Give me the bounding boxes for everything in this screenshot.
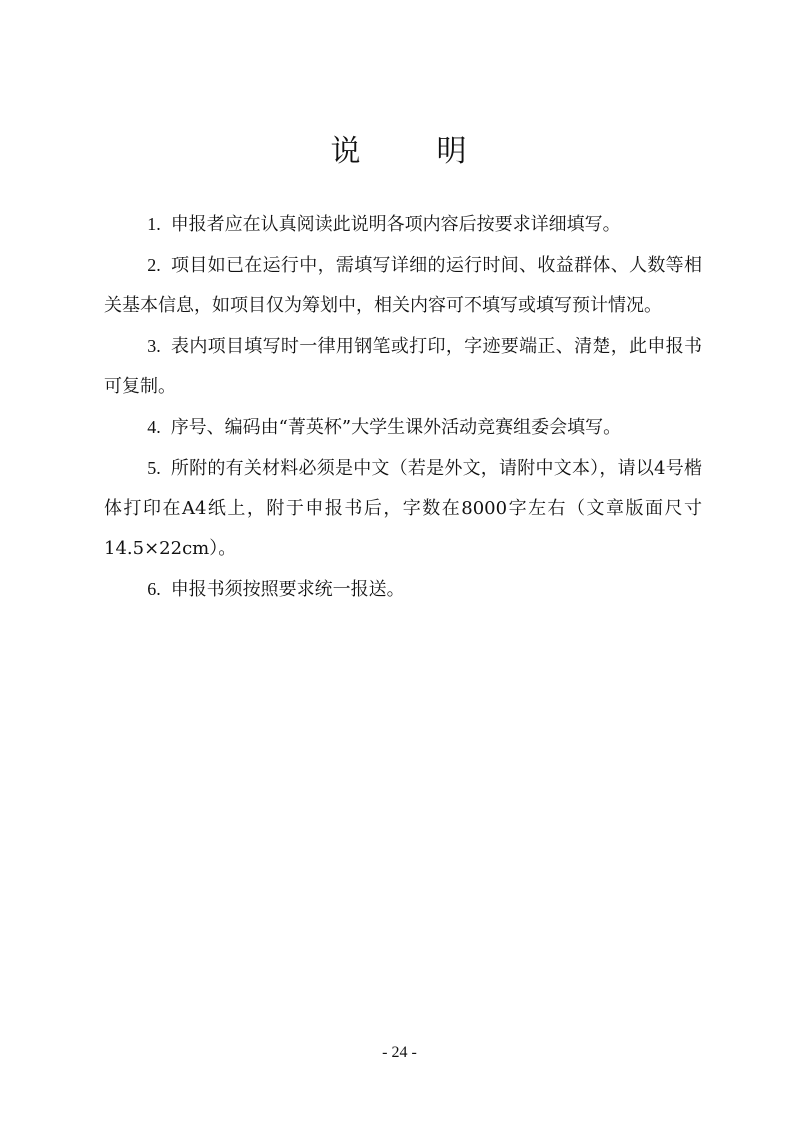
instruction-item-6 bbox=[104, 569, 702, 610]
instruction-item-1 bbox=[104, 204, 702, 245]
instruction-number: 5. bbox=[147, 458, 161, 478]
instructions-list bbox=[104, 204, 702, 610]
title-char-2: 明 bbox=[436, 134, 469, 169]
instruction-number: 2. bbox=[147, 255, 161, 275]
page-number: - 24 - bbox=[382, 1044, 417, 1061]
instruction-item-2 bbox=[104, 245, 702, 326]
instruction-number: 1. bbox=[147, 214, 161, 234]
instruction-number: 6. bbox=[147, 579, 161, 599]
instruction-number: 3. bbox=[147, 336, 161, 356]
instruction-text: 申报者应在认真阅读此说明各项内容后按要求详细填写。 bbox=[170, 214, 621, 235]
instruction-text: 所附的有关材料必须是中文（若是外文，请附中文本），请以4号楷体打印在A4纸上，附于申报书后，字数在8000字左右（文章版面尺寸14.5×22cm）。 bbox=[104, 458, 702, 559]
instruction-text: 序号、编码由“菁英杯”大学生课外活动竞赛组委会填写。 bbox=[170, 417, 622, 438]
instruction-number: 4. bbox=[147, 417, 161, 437]
page-title bbox=[0, 128, 799, 176]
instruction-item-3 bbox=[104, 326, 702, 407]
instruction-item-5 bbox=[104, 448, 702, 569]
instruction-text: 项目如已在运行中，需填写详细的运行时间、收益群体、人数等相关基本信息，如项目仅为筹划中，相关内容可不填写或填写预计情况。 bbox=[104, 255, 702, 316]
instruction-text: 表内项目填写时一律用钢笔或打印，字迹要端正、清楚，此申报书可复制。 bbox=[104, 336, 702, 397]
instruction-item-4 bbox=[104, 407, 702, 448]
instruction-text: 申报书须按照要求统一报送。 bbox=[170, 579, 405, 600]
title-char-1: 说 bbox=[330, 134, 363, 169]
